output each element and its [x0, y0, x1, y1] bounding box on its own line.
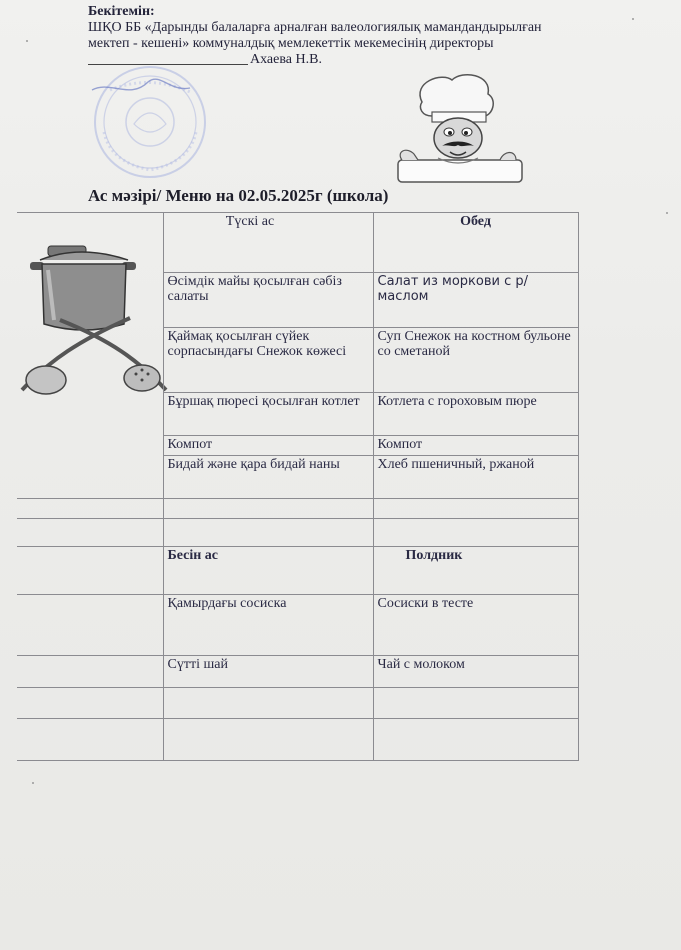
snack-header-ru: Полдник — [373, 547, 578, 595]
speck — [32, 782, 34, 784]
dish-kz: Компот — [163, 436, 373, 456]
speck — [26, 40, 28, 42]
dish-ru: Чай с молоком — [373, 656, 578, 688]
dish-kz: Бұршақ пюресі қосылған котлет — [163, 393, 373, 436]
image-cell — [17, 213, 163, 499]
dish-ru: Суп Снежок на костном бульоне со сметаной — [373, 328, 578, 393]
table-row-empty — [17, 499, 578, 519]
table-row-empty — [17, 719, 578, 761]
table-row-empty — [17, 519, 578, 547]
menu-table — [17, 212, 579, 761]
dish-ru: Сосиски в тесте — [373, 595, 578, 656]
speck — [666, 212, 668, 214]
approval-line-1: ШҚО ББ «Дарынды балаларға арналған валеологиялық мамандандырылған — [88, 20, 542, 35]
approval-block — [88, 4, 648, 68]
approval-title: Бекітемін: — [88, 4, 155, 19]
menu-title: Ас мәзірі/ Меню на 02.05.2025г (школа) — [88, 186, 389, 205]
dish-kz: Қамырдағы сосиска — [163, 595, 373, 656]
dish-kz: Қаймақ қосылған сүйек сорпасындағы Снежок көжесі — [163, 328, 373, 393]
lunch-header-row — [17, 213, 578, 273]
director-name: Ахаева Н.В. — [250, 52, 322, 67]
dish-kz: Сүтті шай — [163, 656, 373, 688]
snack-header-kz: Бесін ас — [163, 547, 373, 595]
speck — [632, 18, 634, 20]
dish-ru: Компот — [373, 436, 578, 456]
dish-kz: Бидай және қара бидай наны — [163, 456, 373, 499]
lunch-header-kz: Түскі ас — [163, 213, 373, 273]
snack-header-row — [17, 547, 578, 595]
official-stamp-icon — [90, 62, 210, 182]
approval-line-2: мектеп - кешені» коммуналдық мемлекеттік мекемесінің директоры — [88, 36, 494, 51]
lunch-header-ru: Обед — [373, 213, 578, 273]
table-row-empty — [17, 688, 578, 719]
dish-ru: Хлеб пшеничный, ржаной — [373, 456, 578, 499]
dish-kz: Өсімдік майы қосылған сәбіз салаты — [163, 273, 373, 328]
dish-ru: Салат из моркови с р/маслом — [373, 273, 578, 328]
dish-ru: Котлета с гороховым пюре — [373, 393, 578, 436]
table-row — [17, 595, 578, 656]
table-row — [17, 656, 578, 688]
chef-illustration-icon — [392, 72, 524, 184]
